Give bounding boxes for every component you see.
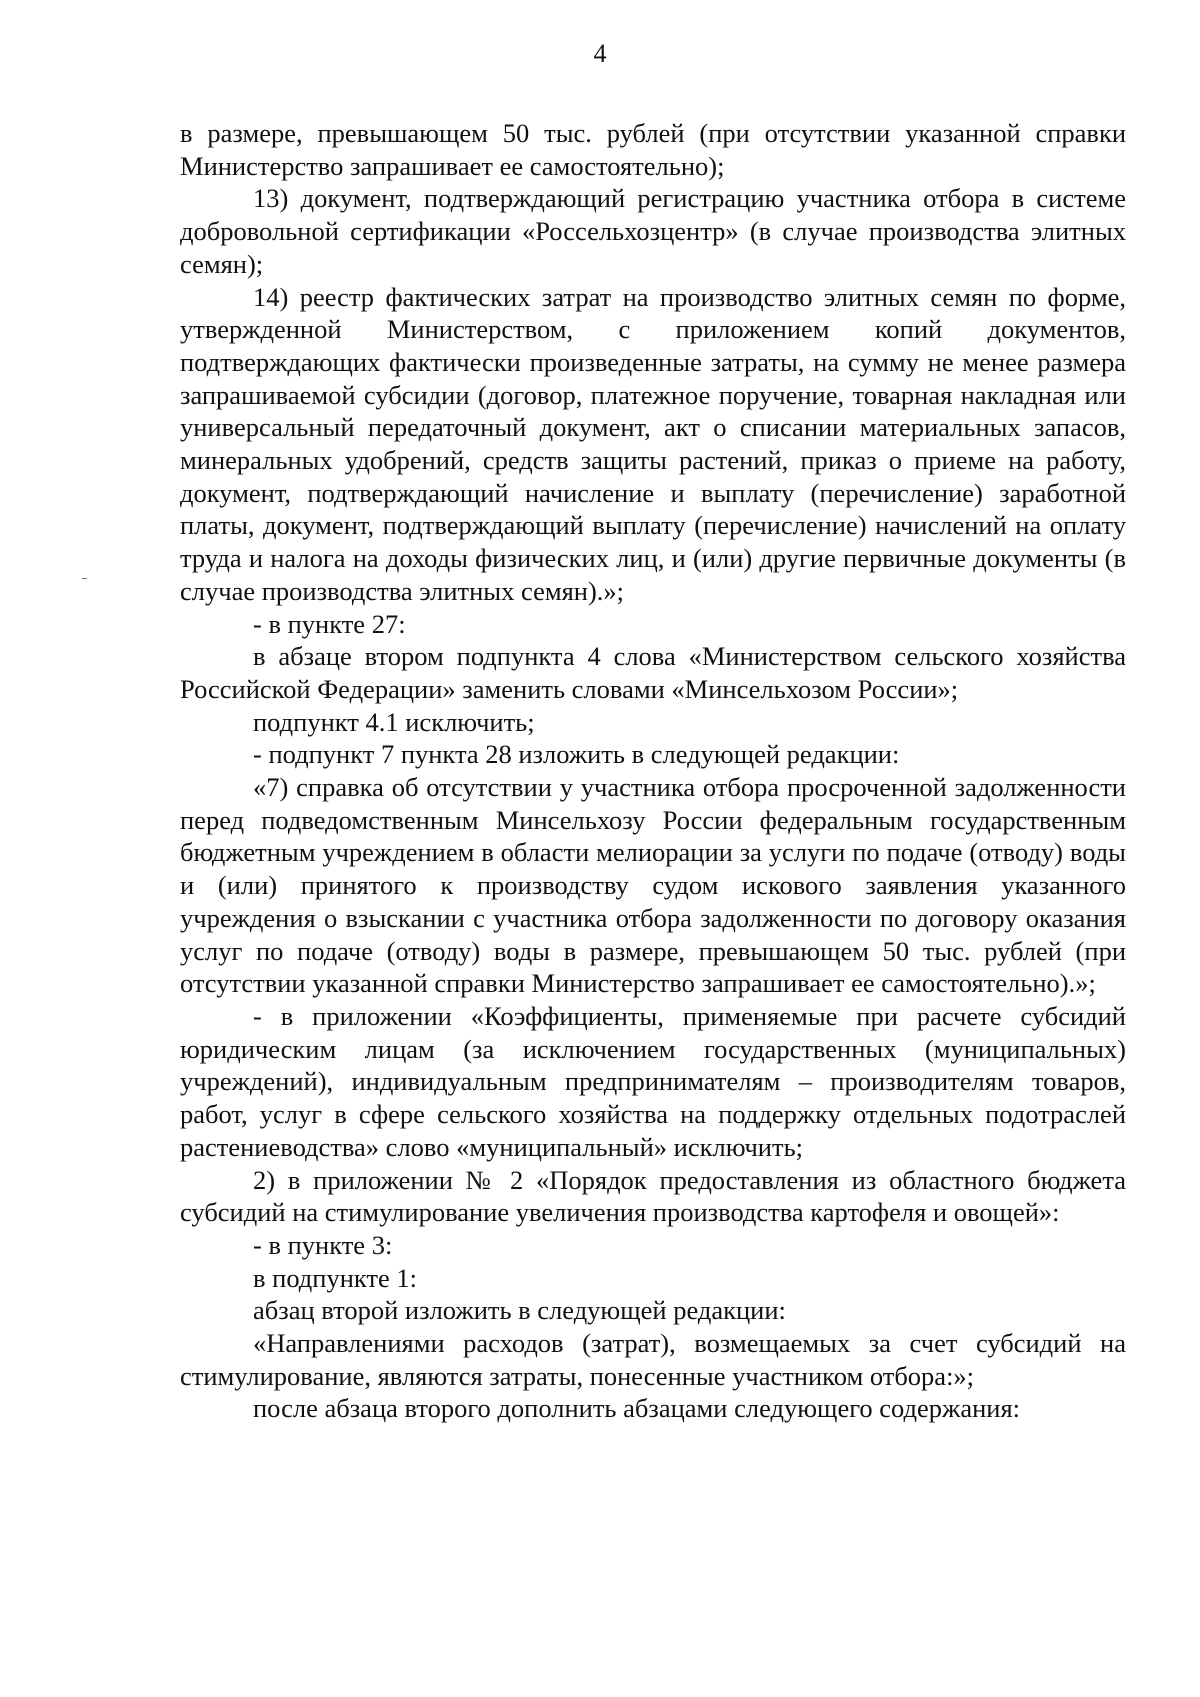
margin-scan-mark xyxy=(82,578,87,579)
page-number: 4 xyxy=(593,39,607,68)
paragraph-item-7-text: «7) справка об отсутствии у участника отбора просроченной задолженности перед подведомственным Минсельхозу России федеральным государственным бюджетным учреждением в области мелиорации за услуги по подаче (отводу) воды и (или) принятого к производству судом искового заявления указанного учреждения о взыскании с участника отбора задолженности по договору оказания услуг по подаче (отводу) воды в размере, превышающем 50 тыс. рублей (при отсутствии указанной справки Министерство запрашивает ее самостоятельно).»; xyxy=(180,772,1126,999)
paragraph-continuation: в размере, превышающем 50 тыс. рублей (при отсутствии указанной справки Министерство запрашивает ее самостоятельно); xyxy=(180,118,1126,181)
paragraph-point-27: - в пункте 27: xyxy=(253,608,406,639)
paragraph-exclude-4-1: подпункт 4.1 исключить; xyxy=(253,706,535,737)
paragraph-subitem-1: в подпункте 1: xyxy=(253,1262,418,1293)
paragraph-appendix-2: 2) в приложении № 2 «Порядок предоставления из областного бюджета субсидий на стимулирование увеличения производства картофеля и овощей»: xyxy=(180,1164,1126,1228)
paragraph-amendment-subitem-4: в абзаце втором подпункта 4 слова «Министерством сельского хозяйства Российской Федерации» заменить словами «Минсельхозом России»; xyxy=(180,641,1126,704)
paragraph-item-13: 13) документ, подтверждающий регистрацию участника отбора в системе добровольной сертификации «Россельхозцентр» (в случае производства элитных семян); xyxy=(180,183,1126,279)
paragraph-point-3: - в пункте 3: xyxy=(253,1229,393,1260)
paragraph-point-28: - подпункт 7 пункта 28 изложить в следующей редакции: xyxy=(253,739,900,770)
paragraph-coefficients-appendix: - в приложении «Коэффициенты, применяемые при расчете субсидий юридическим лицам (за исключением государственных (муниципальных) учреждений), индивидуальным предпринимателям – производителям товаров, работ, услуг в сфере сельского хозяйства на поддержку отдельных подотраслей растениеводства» слово «муниципальный» исключить; xyxy=(180,1000,1126,1162)
paragraph-second-abzac: абзац второй изложить в следующей редакции: xyxy=(253,1295,786,1326)
document-body xyxy=(180,117,1126,1425)
paragraph-directions-quote: «Направлениями расходов (затрат), возмещаемых за счет субсидий на стимулирование, являются затраты, понесенные участником отбора:»; xyxy=(180,1328,1126,1391)
paragraph-item-14: 14) реестр фактических затрат на производство элитных семян по форме, утвержденной Министерством, с приложением копий документов, подтверждающих фактически произведенные затраты, на сумму не менее размера запрашиваемой субсидии (договор, платежное поручение, товарная накладная или универсальный передаточный документ, акт о списании материальных запасов, минеральных удобрений, средств защиты растений, приказ о приеме на работу, документ, подтверждающий начисление и выплату (перечисление) заработной платы, документ, подтверждающий выплату (перечисление) начислений на оплату труда и налога на доходы физических лиц, и (или) другие первичные документы (в случае производства элитных семян).»; xyxy=(180,281,1126,606)
paragraph-after-second-abzac: после абзаца второго дополнить абзацами следующего содержания: xyxy=(253,1393,1021,1424)
